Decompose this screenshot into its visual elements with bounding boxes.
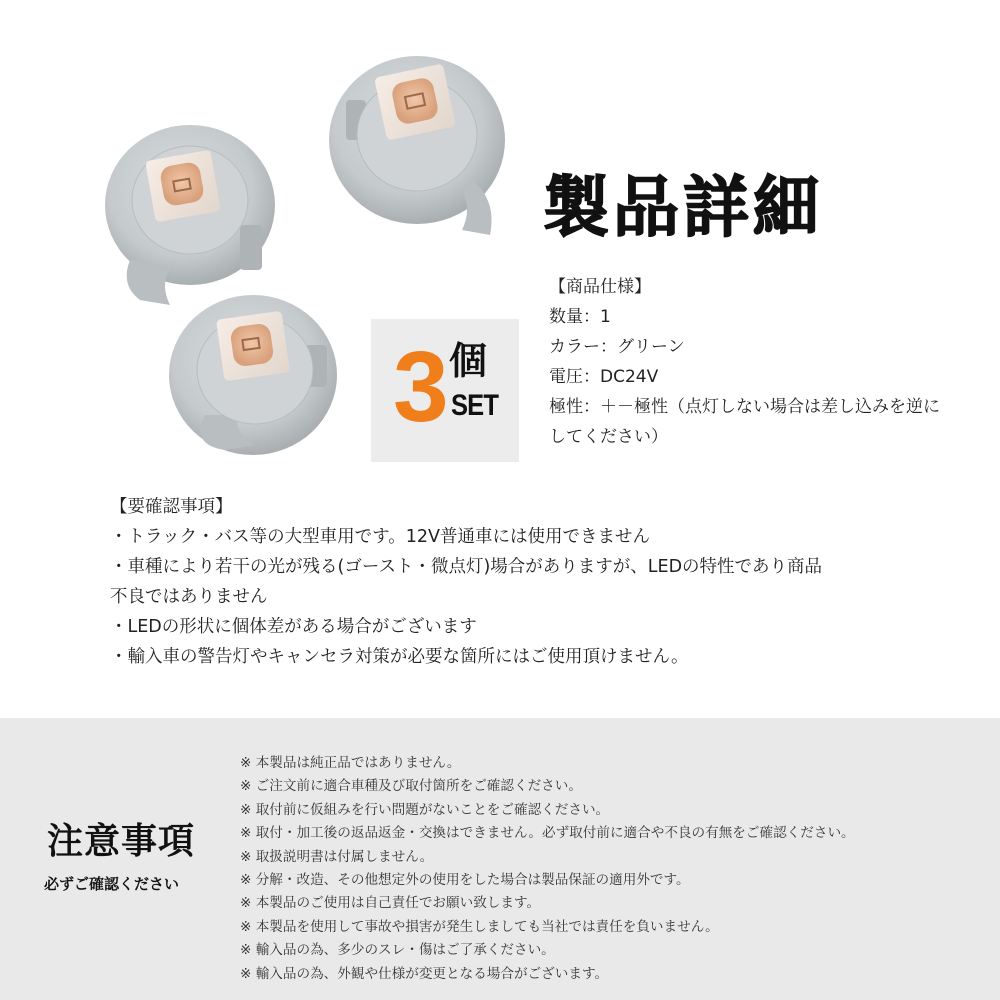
set-count-counter: 個 bbox=[449, 339, 488, 383]
note-item: ・トラック・バス等の大型車用です。12V普通車には使用できません bbox=[110, 527, 650, 547]
caution-item: ※ 輸入品の為、多少のスレ・傷はご了承ください。 bbox=[240, 942, 555, 959]
caution-item: ※ 輸入品の為、外観や仕様が変更となる場合がございます。 bbox=[240, 965, 609, 982]
set-count-number: 3 bbox=[393, 331, 449, 443]
caution-item: ※ 取付前に仮組みを行い問題がないことをご確認ください。 bbox=[240, 801, 610, 818]
note-item: ・輸入車の警告灯やキャンセラ対策が必要な箇所にはご使用頂けません。 bbox=[110, 647, 689, 667]
caution-item: ※ ご注文前に適合車種及び取付箇所をご確認ください。 bbox=[240, 778, 582, 795]
caution-item: ※ 取扱説明書は付属しません。 bbox=[240, 848, 434, 865]
spec-color: カラー：グリーン bbox=[549, 337, 685, 357]
caution-item: ※ 本製品を使用して事故や損害が発生しましても当社では責任を負いません。 bbox=[240, 918, 719, 935]
led-bulb-icon bbox=[105, 125, 275, 305]
product-specs bbox=[549, 272, 949, 452]
caution-item: ※ 本製品のご使用は自己責任でお願い致します。 bbox=[240, 895, 541, 912]
note-item: 不良ではありません bbox=[110, 587, 268, 607]
caution-item: ※ 本製品は純正品ではありません。 bbox=[240, 755, 461, 771]
spec-quantity: 数量：1 bbox=[549, 307, 611, 327]
spec-polarity: 極性：＋－極性（点灯しない場合は差し込みを逆にしてください） bbox=[549, 397, 940, 447]
note-item: ・LEDの形状に個体差がある場合がございます bbox=[110, 617, 477, 637]
led-bulb-icon bbox=[329, 56, 505, 235]
caution-item: ※ 取付・加工後の返品返金・交換はできません。必ず取付前に適合や不良の有無をご確認ください。 bbox=[240, 825, 855, 842]
caution-item: ※ 分解・改造、その他想定外の使用をした場合は製品保証の適用外です。 bbox=[240, 872, 690, 889]
set-label: SET bbox=[451, 389, 499, 422]
note-item: ・車種により若干の光が残る(ゴースト・微点灯)場合がありますが、LEDの特性であり商品 bbox=[110, 557, 823, 577]
confirmation-notes bbox=[110, 492, 930, 672]
caution-title: 注意事項 bbox=[47, 821, 196, 862]
spec-voltage: 電圧：DC24V bbox=[549, 367, 659, 387]
set-count-badge bbox=[371, 319, 519, 462]
notes-heading: 【要確認事項】 bbox=[110, 497, 233, 517]
specs-heading: 【商品仕様】 bbox=[549, 277, 651, 297]
product-details-title: 製品詳細 bbox=[543, 169, 823, 246]
caution-subtitle: 必ずご確認ください bbox=[44, 875, 180, 893]
caution-list bbox=[240, 752, 980, 986]
led-bulb-icon bbox=[169, 295, 337, 455]
